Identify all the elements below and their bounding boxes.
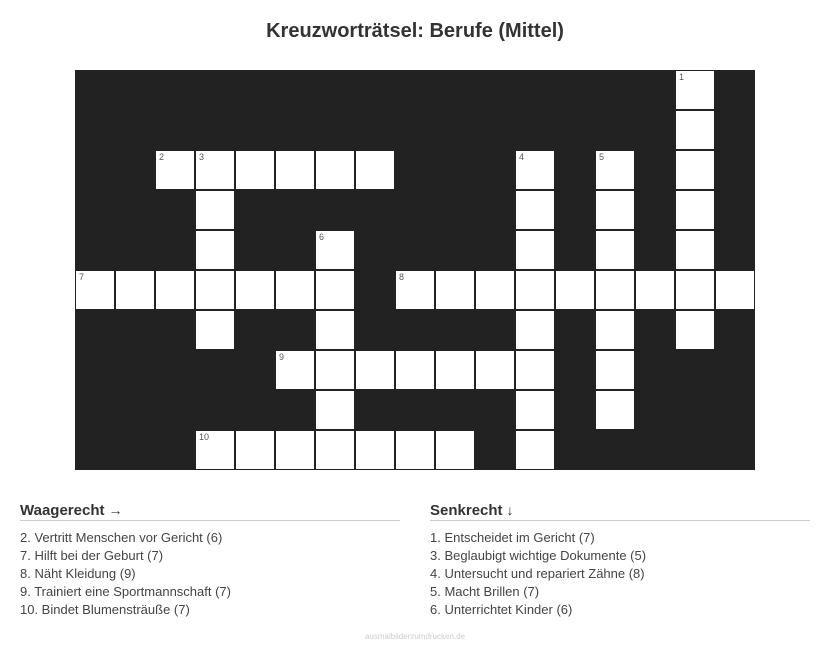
clue-number: 8: [399, 272, 405, 282]
crossword-cell[interactable]: [675, 150, 715, 190]
crossword-cell[interactable]: [155, 270, 195, 310]
clue-number: 7: [79, 272, 85, 282]
crossword-cell[interactable]: [595, 190, 635, 230]
clue-number: 4: [519, 152, 525, 162]
crossword-cell[interactable]: [235, 270, 275, 310]
clue-number: 6: [319, 232, 325, 242]
crossword-cell[interactable]: [595, 390, 635, 430]
crossword-cell[interactable]: [675, 190, 715, 230]
crossword-cell[interactable]: [515, 150, 555, 190]
clues-down-heading-label: Senkrecht: [430, 502, 503, 519]
clue-item: 7. Hilft bei der Geburt (7): [20, 548, 164, 563]
crossword-cell[interactable]: [635, 270, 675, 310]
crossword-cell[interactable]: [315, 310, 355, 350]
crossword-cell[interactable]: [395, 270, 435, 310]
crossword-cell[interactable]: [555, 270, 595, 310]
crossword-cell[interactable]: [195, 190, 235, 230]
clues-across: [20, 502, 400, 619]
crossword-cell[interactable]: [315, 430, 355, 470]
clue-number: 1: [679, 72, 685, 82]
page-title: Kreuzworträtsel: Berufe (Mittel): [266, 20, 564, 42]
clue-number: 2: [159, 152, 165, 162]
clue-number: 3: [199, 152, 205, 162]
clue-item: 6. Unterrichtet Kinder (6): [430, 602, 573, 617]
crossword-cell[interactable]: [195, 430, 235, 470]
crossword-cell[interactable]: [195, 150, 235, 190]
crossword-cell[interactable]: [315, 150, 355, 190]
crossword-cell[interactable]: [675, 310, 715, 350]
crossword-cell[interactable]: [315, 390, 355, 430]
crossword-cell[interactable]: [595, 230, 635, 270]
crossword-cell[interactable]: [515, 230, 555, 270]
clue-item: 9. Trainiert eine Sportmannschaft (7): [20, 584, 231, 599]
crossword-cell[interactable]: [675, 270, 715, 310]
crossword-cell[interactable]: [395, 350, 435, 390]
crossword-cell[interactable]: [315, 350, 355, 390]
crossword-cell[interactable]: [195, 310, 235, 350]
crossword-cell[interactable]: [395, 430, 435, 470]
arrow-down-icon: ↓: [506, 502, 514, 518]
crossword-cell[interactable]: [595, 310, 635, 350]
crossword-cell[interactable]: [515, 390, 555, 430]
crossword-cell[interactable]: [75, 270, 115, 310]
crossword-cell[interactable]: [435, 270, 475, 310]
crossword-cell[interactable]: [195, 270, 235, 310]
crossword-cell[interactable]: [435, 350, 475, 390]
crossword-cell[interactable]: [475, 270, 515, 310]
crossword-cell[interactable]: [675, 230, 715, 270]
clue-number: 10: [199, 432, 210, 442]
crossword-cell[interactable]: [275, 350, 315, 390]
clue-item: 3. Beglaubigt wichtige Dokumente (5): [430, 548, 647, 563]
crossword-cell[interactable]: [115, 270, 155, 310]
clue-number: 9: [279, 352, 285, 362]
crossword-cell[interactable]: [515, 350, 555, 390]
crossword-cell[interactable]: [355, 430, 395, 470]
crossword-cell[interactable]: [235, 430, 275, 470]
crossword-cell[interactable]: [275, 150, 315, 190]
crossword-cell[interactable]: [595, 270, 635, 310]
crossword-cell[interactable]: [235, 150, 275, 190]
crossword-cell[interactable]: [675, 110, 715, 150]
crossword-cell[interactable]: [315, 270, 355, 310]
crossword-cell[interactable]: [155, 150, 195, 190]
footer-credit: ausmalbilderzumdrucken.de: [364, 632, 466, 641]
crossword-cell[interactable]: [515, 310, 555, 350]
crossword-cell[interactable]: [595, 350, 635, 390]
clues-across-heading-label: Waagerecht: [20, 502, 105, 519]
crossword-cell[interactable]: [195, 230, 235, 270]
clues-down: [430, 502, 810, 619]
clue-number: 5: [599, 152, 605, 162]
crossword-cell[interactable]: [515, 270, 555, 310]
arrow-right-icon: →: [108, 502, 123, 518]
crossword-cell[interactable]: [515, 430, 555, 470]
crossword-cell[interactable]: [355, 150, 395, 190]
crossword-cell[interactable]: [595, 150, 635, 190]
crossword-grid: [75, 70, 755, 470]
crossword-cell[interactable]: [715, 270, 755, 310]
clue-item: 10. Bindet Blumensträuße (7): [20, 602, 190, 617]
clue-item: 5. Macht Brillen (7): [430, 584, 540, 599]
clue-item: 4. Untersucht und repariert Zähne (8): [430, 566, 645, 581]
clues-across-heading: [20, 502, 400, 521]
crossword-cell[interactable]: [675, 70, 715, 110]
crossword-cell[interactable]: [515, 190, 555, 230]
crossword-cell[interactable]: [475, 350, 515, 390]
crossword-cell[interactable]: [315, 230, 355, 270]
clues-down-heading: [430, 502, 810, 521]
clue-item: 1. Entscheidet im Gericht (7): [430, 530, 595, 545]
crossword-cell[interactable]: [435, 430, 475, 470]
clue-item: 2. Vertritt Menschen vor Gericht (6): [20, 530, 223, 545]
crossword-cell[interactable]: [275, 430, 315, 470]
clue-item: 8. Näht Kleidung (9): [20, 566, 136, 581]
crossword-cell[interactable]: [275, 270, 315, 310]
crossword-cell[interactable]: [355, 350, 395, 390]
